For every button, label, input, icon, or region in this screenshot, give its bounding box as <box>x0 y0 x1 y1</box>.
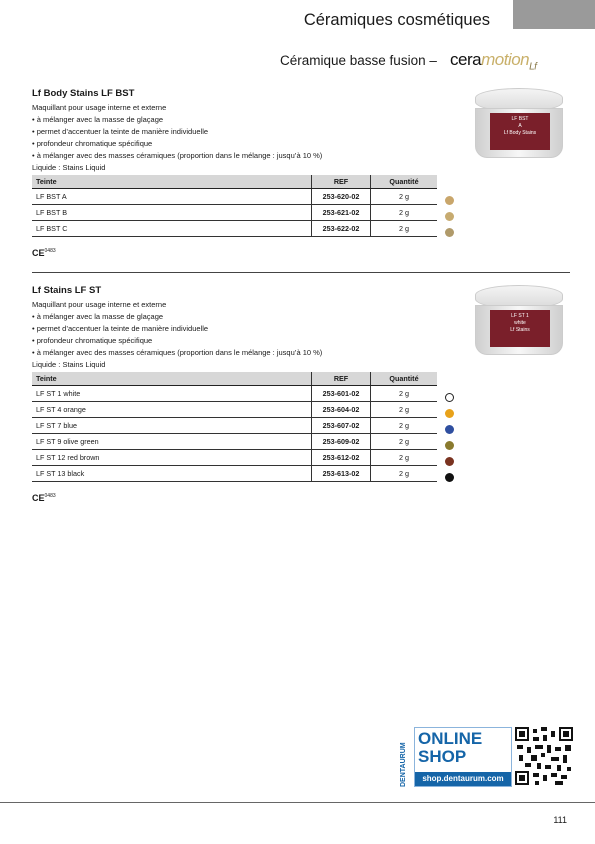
table-header <box>32 175 437 189</box>
section-title: Lf Stains LF ST <box>32 285 102 296</box>
jar-label <box>490 310 550 347</box>
cell-qty: 2 g <box>371 418 438 434</box>
bullet: • profondeur chromatique spécifique <box>32 138 442 150</box>
desc-line: Maquillant pour usage interne et externe <box>32 300 167 309</box>
table-row <box>32 189 437 205</box>
cell-teinte: LF ST 1 white <box>32 386 312 402</box>
table-row <box>32 466 437 482</box>
jar-body <box>475 108 563 158</box>
cell-teinte: LF ST 9 olive green <box>32 434 312 450</box>
cell-ref: 253-609-02 <box>312 434 371 450</box>
cell-qty: 2 g <box>371 466 438 482</box>
table-row <box>32 205 437 221</box>
cell-qty: 2 g <box>371 402 438 418</box>
liquid-line: Liquide : Stains Liquid <box>32 360 106 369</box>
ce-text: CE <box>32 493 45 503</box>
cell-ref: 253-613-02 <box>312 466 371 482</box>
cell-qty: 2 g <box>371 434 438 450</box>
ce-mark <box>32 248 56 258</box>
liquid-line: Liquide : Stains Liquid <box>32 163 106 172</box>
shop-line2: SHOP <box>418 747 467 766</box>
jar-body <box>475 305 563 355</box>
col-ref: REF <box>312 372 371 386</box>
footer-rule <box>0 802 595 803</box>
desc-line: Maquillant pour usage interne et externe <box>32 103 167 112</box>
color-swatch <box>445 196 454 205</box>
bullet: • profondeur chromatique spécifique <box>32 335 442 347</box>
color-swatch <box>445 409 454 418</box>
color-swatch <box>445 473 454 482</box>
cell-ref: 253-604-02 <box>312 402 371 418</box>
cell-qty: 2 g <box>371 450 438 466</box>
brand-text: DENTAURUM <box>400 742 407 787</box>
product-jar-image <box>475 88 563 158</box>
ce-mark <box>32 493 56 503</box>
cell-teinte: LF BST A <box>32 189 312 205</box>
cell-teinte: LF ST 12 red brown <box>32 450 312 466</box>
brand-vertical <box>400 727 410 787</box>
col-quantite: Quantité <box>371 372 438 386</box>
page-number: 111 <box>553 815 567 825</box>
table-row <box>32 418 437 434</box>
ceramotion-logo <box>450 50 536 72</box>
qr-code-icon[interactable] <box>515 727 573 785</box>
section-title: Lf Body Stains LF BST <box>32 88 135 99</box>
table-row <box>32 386 437 402</box>
cell-teinte: LF ST 13 black <box>32 466 312 482</box>
bullet: • à mélanger avec des masses céramiques (proportion dans le mélange : jusqu’à 10 %) <box>32 150 442 162</box>
cell-teinte: LF ST 7 blue <box>32 418 312 434</box>
cell-ref: 253-621-02 <box>312 205 371 221</box>
jar-label-line: Lf Stains <box>510 327 530 333</box>
page-subtitle: Céramique basse fusion – <box>280 53 437 68</box>
color-swatch <box>445 228 454 237</box>
section-body-stains <box>32 88 442 237</box>
ce-number: 0483 <box>44 248 56 254</box>
cell-teinte: LF ST 4 orange <box>32 402 312 418</box>
jar-label-line: A <box>518 123 522 129</box>
section-description <box>32 299 442 371</box>
color-swatch <box>445 425 454 434</box>
bullet: • à mélanger avec la masse de glaçage <box>32 311 442 323</box>
bullet: • permet d’accentuer la teinte de manière individuelle <box>32 126 442 138</box>
table-row <box>32 402 437 418</box>
product-jar-image <box>475 285 563 355</box>
logo-part-a: cera <box>450 50 482 69</box>
color-swatch <box>445 212 454 221</box>
cell-qty: 2 g <box>371 386 438 402</box>
col-teinte: Teinte <box>32 372 312 386</box>
jar-label-line: Lf Body Stains <box>503 130 537 136</box>
jar-label-line: LF BST <box>511 116 529 122</box>
shop-line1: ONLINE <box>418 729 483 748</box>
table-row <box>32 434 437 450</box>
cell-ref: 253-607-02 <box>312 418 371 434</box>
ce-number: 0483 <box>44 493 56 499</box>
section-stains <box>32 285 442 482</box>
cell-qty: 2 g <box>371 189 438 205</box>
col-quantite: Quantité <box>371 175 438 189</box>
jar-label-line: white <box>514 320 526 326</box>
product-table <box>32 175 437 237</box>
col-ref: REF <box>312 175 371 189</box>
section-divider <box>32 272 570 273</box>
table-row <box>32 221 437 237</box>
col-teinte: Teinte <box>32 175 312 189</box>
shop-box <box>414 727 512 787</box>
header-tab <box>513 0 595 29</box>
ce-text: CE <box>32 248 45 258</box>
color-swatch <box>445 441 454 450</box>
cell-teinte: LF BST C <box>32 221 312 237</box>
cell-ref: 253-612-02 <box>312 450 371 466</box>
product-table <box>32 372 437 482</box>
logo-part-b: motion <box>481 50 530 69</box>
bullet: • à mélanger avec des masses céramiques (proportion dans le mélange : jusqu’à 10 %) <box>32 347 442 359</box>
cell-ref: 253-620-02 <box>312 189 371 205</box>
jar-label-line: LF ST 1 <box>511 313 529 319</box>
cell-teinte: LF BST B <box>32 205 312 221</box>
page-title: Céramiques cosmétiques <box>303 11 490 29</box>
bullet: • permet d’accentuer la teinte de manière individuelle <box>32 323 442 335</box>
section-description <box>32 102 442 174</box>
table-row <box>32 450 437 466</box>
shop-url-link[interactable]: shop.dentaurum.com <box>415 772 511 786</box>
color-swatch <box>445 393 454 402</box>
color-swatch <box>445 457 454 466</box>
cell-qty: 2 g <box>371 205 438 221</box>
cell-qty: 2 g <box>371 221 438 237</box>
table-header <box>32 372 437 386</box>
cell-ref: 253-622-02 <box>312 221 371 237</box>
jar-label <box>490 113 550 150</box>
logo-part-c: Lf <box>529 61 537 73</box>
cell-ref: 253-601-02 <box>312 386 371 402</box>
bullet: • à mélanger avec la masse de glaçage <box>32 114 442 126</box>
